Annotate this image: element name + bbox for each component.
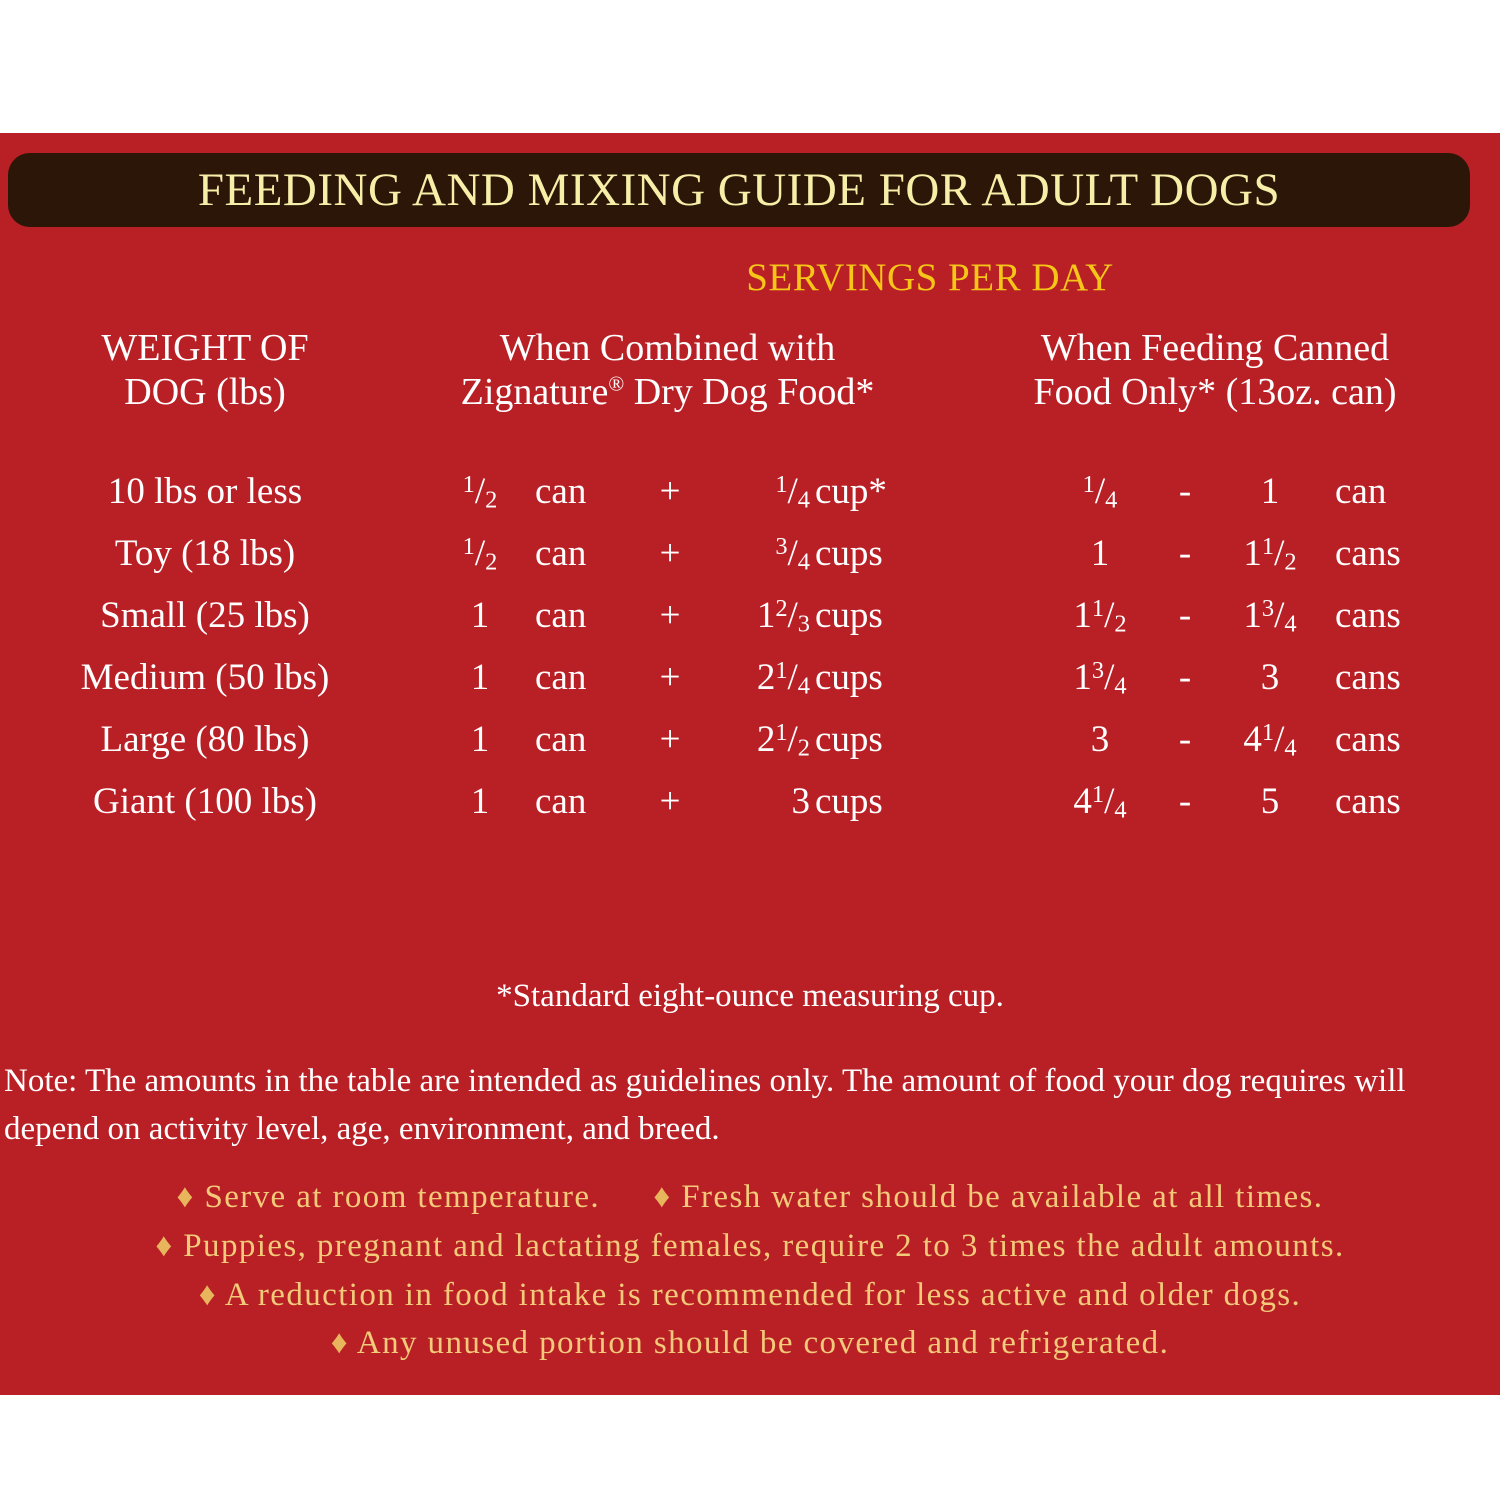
measuring-cup-footnote: *Standard eight-ounce measuring cup. — [496, 978, 1004, 1014]
registered-mark: ® — [608, 371, 625, 396]
cell-can-quantity: 1 — [470, 595, 490, 636]
feeding-table — [0, 470, 1500, 842]
cell-can-quantity: 1 — [470, 657, 490, 698]
cell-can-word: can — [535, 657, 587, 698]
cell-canned-low: $4^1/4$ — [1073, 781, 1127, 824]
cell-plus-sign: + — [659, 781, 681, 822]
cell-can-unit: cans — [1335, 533, 1401, 574]
cell-canned-low: $1^1/2$ — [1073, 595, 1127, 638]
cell-weight: Toy (18 lbs) — [114, 533, 296, 574]
cell-can-unit: cans — [1335, 657, 1401, 698]
table-row — [0, 656, 1500, 718]
cell-weight: 10 lbs or less — [107, 471, 303, 512]
cell-can-word: can — [535, 533, 587, 574]
cell-cup-word: cups — [815, 533, 883, 574]
column-header-weight-line1: WEIGHT OF — [101, 327, 309, 369]
cell-canned-high: $1^3/4$ — [1243, 595, 1297, 638]
cell-canned-high: 5 — [1260, 781, 1280, 822]
cell-can-unit: cans — [1335, 719, 1401, 760]
cell-can-unit: cans — [1335, 595, 1401, 636]
cell-canned-high: $1^1/2$ — [1243, 533, 1297, 576]
cell-cup-quantity: $1^2/3$ — [756, 595, 810, 638]
cell-plus-sign: + — [659, 595, 681, 636]
cell-weight: Small (25 lbs) — [100, 595, 310, 636]
bullet-line — [0, 1319, 1500, 1368]
cell-can-quantity: 1 — [470, 781, 490, 822]
cell-range-dash: - — [1178, 471, 1192, 512]
cell-can-word: can — [535, 719, 587, 760]
cell-weight: Medium (50 lbs) — [80, 657, 330, 698]
table-row — [0, 718, 1500, 780]
bullet-line — [0, 1271, 1500, 1320]
table-row — [0, 594, 1500, 656]
cell-range-dash: - — [1178, 595, 1192, 636]
bullet-text: Fresh water should be available at all times. — [681, 1179, 1324, 1215]
cell-canned-low: 1 — [1090, 533, 1110, 574]
column-header-combined-line1: When Combined with — [499, 327, 836, 369]
bullet-text: Puppies, pregnant and lactating females, require 2 to 3 times the adult amounts. — [183, 1227, 1345, 1264]
table-row — [0, 780, 1500, 842]
cell-weight: Large (80 lbs) — [100, 719, 310, 760]
cell-cup-word: cups — [815, 595, 883, 636]
cell-cup-quantity: $^1$/4 — [775, 471, 810, 514]
cell-canned-low: 3 — [1090, 719, 1110, 760]
column-header-weight-line2: DOG (lbs) — [124, 371, 286, 414]
cell-weight: Giant (100 lbs) — [92, 781, 318, 822]
cell-can-quantity: 1 — [470, 719, 490, 760]
column-header-canned — [950, 326, 1480, 415]
diamond-icon: ♦ — [653, 1179, 672, 1215]
column-header-canned-line2: Food Only* (13oz. can) — [1033, 371, 1397, 414]
column-header-combined-line2 — [385, 370, 950, 414]
diamond-icon: ♦ — [330, 1325, 350, 1362]
cell-can-word: can — [535, 471, 587, 512]
bullet-line — [0, 1222, 1500, 1271]
cell-can-quantity: $^1$/2 — [462, 471, 498, 514]
cell-range-dash: - — [1178, 719, 1192, 760]
guidelines-note: Note: The amounts in the table are intended as guidelines only. The amount of food your dog requires will depend on activity level, age, environment, and breed. — [4, 1063, 1406, 1147]
diamond-icon: ♦ — [155, 1227, 174, 1264]
bullet-list — [0, 1173, 1500, 1368]
cell-cup-quantity: 3 — [791, 781, 810, 822]
table-row — [0, 470, 1500, 532]
cell-cup-word: cups — [815, 781, 883, 822]
column-header-combined-line2-tail: Dry Dog Food* — [624, 371, 875, 414]
cell-can-unit: can — [1335, 471, 1387, 512]
cell-can-unit: cans — [1335, 781, 1401, 822]
cell-can-quantity: $^1$/2 — [462, 533, 498, 576]
cell-canned-low: $1^3/4$ — [1073, 657, 1127, 700]
cell-cup-word: cups — [815, 657, 883, 698]
cell-cup-quantity: $2^1/4$ — [756, 657, 810, 700]
cell-canned-high: $4^1/4$ — [1243, 719, 1297, 762]
table-row — [0, 532, 1500, 594]
diamond-icon: ♦ — [198, 1276, 218, 1313]
cell-plus-sign: + — [659, 657, 681, 698]
bullet-text: A reduction in food intake is recommended for less active and older dogs. — [224, 1276, 1302, 1313]
servings-per-day-label: SERVINGS PER DAY — [746, 256, 1114, 299]
cell-cup-quantity: $2^1/2$ — [756, 719, 810, 762]
column-header-canned-line1: When Feeding Canned — [1040, 327, 1390, 369]
bullet-text: Serve at room temperature. — [204, 1179, 601, 1215]
cell-cup-quantity: $^3$/4 — [775, 533, 810, 576]
cell-range-dash: - — [1178, 657, 1192, 698]
cell-range-dash: - — [1178, 781, 1192, 822]
cell-can-word: can — [535, 781, 587, 822]
diamond-icon: ♦ — [176, 1179, 195, 1215]
cell-plus-sign: + — [659, 719, 681, 760]
cell-range-dash: - — [1178, 533, 1192, 574]
cell-cup-word: cup* — [815, 471, 887, 512]
page-title: FEEDING AND MIXING GUIDE FOR ADULT DOGS — [197, 164, 1281, 216]
cell-cup-word: cups — [815, 719, 883, 760]
bullet-line — [0, 1173, 1500, 1222]
cell-canned-high: 1 — [1260, 471, 1280, 512]
column-header-weight — [25, 326, 385, 415]
bullet-text: Any unused portion should be covered and refrigerated. — [356, 1325, 1170, 1362]
cell-can-word: can — [535, 595, 587, 636]
cell-plus-sign: + — [659, 533, 681, 574]
feeding-guide-panel — [0, 133, 1500, 1395]
cell-plus-sign: + — [659, 471, 681, 512]
cell-canned-low: $^1$/4 — [1082, 471, 1118, 514]
title-bar — [8, 153, 1470, 227]
brand-name: Zignature — [460, 371, 609, 414]
column-header-combined — [385, 326, 950, 415]
cell-canned-high: 3 — [1260, 657, 1280, 698]
